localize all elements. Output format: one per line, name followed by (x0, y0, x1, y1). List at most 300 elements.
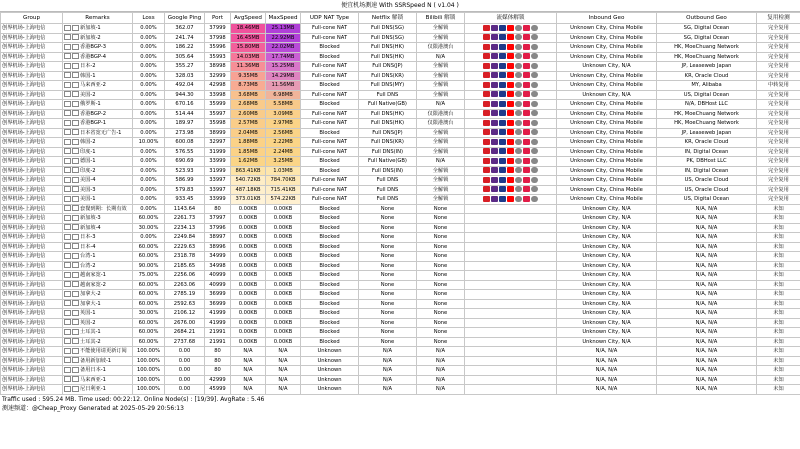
streaming-service-icon (523, 72, 530, 78)
table-cell: Full DNS (359, 176, 417, 186)
table-cell: None (417, 204, 465, 214)
table-cell: SG, Digital Ocean (657, 24, 757, 34)
table-cell: 日本-2 (63, 62, 133, 72)
table-cell: N/A (359, 366, 417, 376)
streaming-service-icon (483, 196, 490, 202)
table-cell: 创界机场-上海电信 (1, 375, 63, 385)
table-cell: US, Oracle Cloud (657, 176, 757, 186)
table-row (1, 195, 800, 205)
table-cell: Full Native(GB) (359, 157, 417, 167)
table-row (1, 309, 800, 319)
flag-icon (72, 300, 79, 306)
flag-icon (72, 348, 79, 354)
table-cell: 1143.64 (165, 204, 205, 214)
table-cell: 备用新加坡-1 (63, 356, 133, 366)
table-row (1, 242, 800, 252)
table-cell: 2318.78 (165, 252, 205, 262)
table-cell: 38997 (205, 233, 231, 243)
streaming-service-icon (531, 53, 538, 59)
table-cell: None (417, 271, 465, 281)
table-row (1, 385, 800, 395)
table-cell: 0.00KB (266, 290, 301, 300)
table-row (1, 337, 800, 347)
streaming-service-icon (499, 82, 506, 88)
flag-icon (64, 120, 71, 126)
table-cell: 完全复用 (757, 71, 800, 81)
table-cell: 创界机场-上海电信 (1, 223, 63, 233)
table-cell: 14.29MB (266, 71, 301, 81)
table-cell (465, 138, 557, 148)
table-cell: N/A, N/A (557, 347, 657, 357)
table-cell: 523.93 (165, 166, 205, 176)
table-cell: 英国-1 (63, 309, 133, 319)
table-cell: 香港BGP-1 (63, 119, 133, 129)
table-cell: 创界机场-上海电信 (1, 176, 63, 186)
table-cell: 0.00KB (231, 309, 266, 319)
streaming-service-icon (507, 186, 514, 192)
table-cell: HK, MoeChuang Network (657, 109, 757, 119)
table-cell: N/A (417, 100, 465, 110)
table-cell: 俄罗斯-1 (63, 100, 133, 110)
table-row (1, 147, 800, 157)
flag-icon (72, 357, 79, 363)
table-cell: 创界机场-上海电信 (1, 71, 63, 81)
table-row (1, 252, 800, 262)
flag-icon (64, 291, 71, 297)
flag-icon (72, 367, 79, 373)
table-cell: 创界机场-上海电信 (1, 356, 63, 366)
table-cell: 0.00% (133, 166, 165, 176)
table-cell: 2256.06 (165, 271, 205, 281)
streaming-service-icon (483, 120, 490, 126)
table-cell: 35993 (205, 52, 231, 62)
table-cell: 9.35MB (231, 71, 266, 81)
table-cell: 2592.63 (165, 299, 205, 309)
table-cell (465, 33, 557, 43)
flag-icon (72, 139, 79, 145)
table-cell: 完全复用 (757, 109, 800, 119)
table-cell: Blocked (301, 214, 359, 224)
table-cell (465, 176, 557, 186)
streaming-service-icon (515, 25, 522, 31)
table-cell: 305.64 (165, 52, 205, 62)
streaming-service-icon (491, 167, 498, 173)
table-cell: 0.00KB (231, 328, 266, 338)
table-cell: 60.00% (133, 290, 165, 300)
table-cell: N/A (266, 347, 301, 357)
streaming-service-icon (523, 196, 530, 202)
table-cell: 8.73MB (231, 81, 266, 91)
table-cell (465, 185, 557, 195)
table-cell: N/A (417, 356, 465, 366)
table-cell: 完全复用 (757, 185, 800, 195)
table-cell: 38999 (205, 128, 231, 138)
table-cell: 2785.19 (165, 290, 205, 300)
header-cell: 复用检测 (757, 13, 800, 24)
streaming-service-icon (523, 186, 530, 192)
table-cell: 创界机场-上海电信 (1, 147, 63, 157)
table-cell: N/A, N/A (657, 233, 757, 243)
table-cell: None (359, 252, 417, 262)
table-cell: 0.00KB (231, 318, 266, 328)
streaming-service-icon (499, 34, 506, 40)
header-cell: MaxSpeed (266, 13, 301, 24)
flag-icon (64, 357, 71, 363)
table-cell: 套餐到期：长期有效 (63, 204, 133, 214)
table-cell: Unknown City, China Mobile (557, 157, 657, 167)
streaming-service-icon (507, 91, 514, 97)
table-cell: 创界机场-上海电信 (1, 138, 63, 148)
table-cell (465, 43, 557, 53)
table-cell: 944.30 (165, 90, 205, 100)
flag-icon (64, 34, 71, 40)
table-cell: 美国-2 (63, 90, 133, 100)
table-cell: 全解锁 (417, 81, 465, 91)
streaming-service-icon (523, 158, 530, 164)
table-row (1, 128, 800, 138)
table-cell: N/A, N/A (657, 271, 757, 281)
flag-icon (64, 139, 71, 145)
table-cell: 全解锁 (417, 138, 465, 148)
table-row (1, 299, 800, 309)
table-cell: 全解锁 (417, 128, 465, 138)
table-cell: 创界机场-上海电信 (1, 233, 63, 243)
table-row (1, 81, 800, 91)
table-cell: 0.00KB (231, 337, 266, 347)
table-cell: N/A (359, 347, 417, 357)
flag-icon (72, 215, 79, 221)
table-cell: Full DNS(HK) (359, 43, 417, 53)
flag-icon (72, 386, 79, 392)
table-cell: Unknown City, China Mobile (557, 195, 657, 205)
table-cell: 未知 (757, 318, 800, 328)
table-cell: 未知 (757, 242, 800, 252)
table-cell (465, 233, 557, 243)
table-cell: 创界机场-上海电信 (1, 52, 63, 62)
table-cell: N/A (359, 375, 417, 385)
table-cell: 创界机场-上海电信 (1, 33, 63, 43)
table-cell: 0.00% (133, 109, 165, 119)
streaming-service-icon (499, 158, 506, 164)
table-cell: 0.00% (133, 100, 165, 110)
table-cell: Blocked (301, 81, 359, 91)
streaming-service-icon (483, 44, 490, 50)
table-cell: 670.16 (165, 100, 205, 110)
table-cell: 36999 (205, 299, 231, 309)
table-cell: N/A (231, 347, 266, 357)
table-cell: 45999 (205, 385, 231, 395)
streaming-service-icon (515, 139, 522, 145)
table-cell: 0.00% (133, 176, 165, 186)
table-cell: Full DNS(KR) (359, 71, 417, 81)
table-cell: None (417, 318, 465, 328)
header-cell: Loss (133, 13, 165, 24)
table-cell: 33997 (205, 176, 231, 186)
table-cell: 创界机场-上海电信 (1, 385, 63, 395)
table-cell: 2676.00 (165, 318, 205, 328)
table-row (1, 71, 800, 81)
header-cell: Port (205, 13, 231, 24)
streaming-service-icon (483, 139, 490, 145)
flag-icon (72, 34, 79, 40)
table-cell: 仅限港澳台 (417, 43, 465, 53)
table-cell: N/A, N/A (657, 318, 757, 328)
flag-icon (72, 72, 79, 78)
streaming-service-icon (499, 63, 506, 69)
table-cell: 38998 (205, 62, 231, 72)
table-cell: 创界机场-上海电信 (1, 166, 63, 176)
flag-icon (64, 129, 71, 135)
table-cell: Full-cone NAT (301, 24, 359, 34)
table-cell: HK, MoeChuang Network (657, 52, 757, 62)
table-cell: Unknown City, China Mobile (557, 176, 657, 186)
table-cell: Full DNS(HK) (359, 119, 417, 129)
streaming-service-icon (523, 110, 530, 116)
table-cell: Unknown City, China Mobile (557, 119, 657, 129)
streaming-service-icon (491, 120, 498, 126)
table-cell: Full DNS (359, 185, 417, 195)
table-cell: JP, Leaseweb Japan (657, 128, 757, 138)
table-cell: None (359, 214, 417, 224)
table-cell: 完全复用 (757, 166, 800, 176)
streaming-service-icon (491, 53, 498, 59)
streaming-service-icon (507, 72, 514, 78)
table-cell: Unknown City, N/A (557, 337, 657, 347)
table-cell: N/A, N/A (657, 242, 757, 252)
table-row (1, 261, 800, 271)
streaming-service-icon (515, 186, 522, 192)
table-cell: 11.56MB (266, 81, 301, 91)
table-cell: 60.00% (133, 252, 165, 262)
streaming-service-icon (491, 139, 498, 145)
table-cell: 60.00% (133, 337, 165, 347)
table-cell: 0.00KB (231, 261, 266, 271)
table-cell: 创界机场-上海电信 (1, 337, 63, 347)
streaming-service-icon (483, 25, 490, 31)
table-cell: 完全复用 (757, 90, 800, 100)
table-cell: Full-cone NAT (301, 147, 359, 157)
table-cell: 0.00% (133, 128, 165, 138)
streaming-service-icon (491, 129, 498, 135)
table-cell: 0.00% (133, 33, 165, 43)
table-cell: 0.00KB (231, 252, 266, 262)
streaming-service-icon (531, 91, 538, 97)
table-cell: 0.00KB (231, 271, 266, 281)
table-cell: None (359, 271, 417, 281)
table-cell: N/A, N/A (657, 328, 757, 338)
streaming-service-icon (515, 110, 522, 116)
table-cell: 美国-3 (63, 185, 133, 195)
table-cell: 越南家宽-1 (63, 271, 133, 281)
table-cell: N/A (231, 385, 266, 395)
table-cell: 0.00KB (266, 214, 301, 224)
streaming-service-icon (491, 72, 498, 78)
table-cell: N/A, N/A (657, 252, 757, 262)
table-cell: 1.03MB (266, 166, 301, 176)
flag-icon (72, 272, 79, 278)
table-cell: 韩国-1 (63, 71, 133, 81)
table-cell: 540.72KB (231, 176, 266, 186)
table-cell: Full DNS(SG) (359, 33, 417, 43)
table-cell: Unknown City, China Mobile (557, 100, 657, 110)
table-cell: N/A, N/A (657, 375, 757, 385)
table-cell: 未知 (757, 337, 800, 347)
table-cell: 42998 (205, 81, 231, 91)
table-cell: Unknown City, China Mobile (557, 109, 657, 119)
table-cell: 30.00% (133, 309, 165, 319)
table-cell: 0.00KB (266, 309, 301, 319)
table-cell: 未知 (757, 233, 800, 243)
table-cell: 15.25MB (266, 62, 301, 72)
table-cell: 全解锁 (417, 166, 465, 176)
table-cell: JP, Leaseweb Japan (657, 62, 757, 72)
table-cell: 933.45 (165, 195, 205, 205)
table-cell: 创界机场-上海电信 (1, 62, 63, 72)
table-cell: N/A, N/A (657, 261, 757, 271)
flag-icon (72, 338, 79, 344)
table-cell: Unknown City, China Mobile (557, 147, 657, 157)
table-row (1, 24, 800, 34)
table-cell (465, 261, 557, 271)
table-cell: 完全复用 (757, 119, 800, 129)
flag-icon (64, 253, 71, 259)
table-cell: 60.00% (133, 214, 165, 224)
table-cell: 32997 (205, 138, 231, 148)
table-cell: 75.00% (133, 271, 165, 281)
flag-icon (72, 110, 79, 116)
table-cell: 台湾-1 (63, 252, 133, 262)
table-cell: 全解锁 (417, 147, 465, 157)
table-cell: 0.00 (165, 366, 205, 376)
streaming-service-icon (483, 158, 490, 164)
table-cell: Unknown (301, 356, 359, 366)
table-cell: N/A (417, 385, 465, 395)
streaming-service-icon (483, 148, 490, 154)
flag-icon (72, 25, 79, 31)
table-cell: N/A, N/A (657, 366, 757, 376)
table-row (1, 157, 800, 167)
table-cell: Full DNS(MY) (359, 81, 417, 91)
table-cell: 0.00% (133, 204, 165, 214)
table-cell (465, 109, 557, 119)
table-cell: 新加坡-4 (63, 223, 133, 233)
flag-icon (64, 338, 71, 344)
table-cell: 韩国-2 (63, 138, 133, 148)
table-cell: 863.41KB (231, 166, 266, 176)
streaming-service-icon (491, 63, 498, 69)
table-cell: N/A (417, 52, 465, 62)
table-cell: 22.92MB (266, 33, 301, 43)
table-row (1, 185, 800, 195)
flag-icon (64, 310, 71, 316)
table-cell: 0.00% (133, 62, 165, 72)
table-cell: None (417, 328, 465, 338)
table-cell: 完全复用 (757, 100, 800, 110)
table-cell: N/A (359, 356, 417, 366)
streaming-service-icon (507, 139, 514, 145)
streaming-service-icon (483, 34, 490, 40)
table-cell: 2185.65 (165, 261, 205, 271)
flag-icon (64, 177, 71, 183)
table-cell: 加拿大-2 (63, 290, 133, 300)
table-cell: N/A (266, 375, 301, 385)
streaming-service-icon (491, 177, 498, 183)
table-cell: 创界机场-上海电信 (1, 309, 63, 319)
table-cell: Full DNS(IN) (359, 147, 417, 157)
streaming-service-icon (531, 129, 538, 135)
table-row (1, 43, 800, 53)
flag-icon (64, 329, 71, 335)
table-cell: N/A, N/A (557, 356, 657, 366)
table-cell: N/A (231, 375, 266, 385)
flag-icon (64, 63, 71, 69)
table-cell: None (359, 223, 417, 233)
table-cell: 0.00 (165, 347, 205, 357)
table-cell: 35997 (205, 109, 231, 119)
table-cell: 创界机场-上海电信 (1, 261, 63, 271)
table-cell: 586.99 (165, 176, 205, 186)
table-cell: 马来西亚-1 (63, 375, 133, 385)
flag-icon (64, 262, 71, 268)
table-cell (465, 147, 557, 157)
flag-icon (64, 82, 71, 88)
table-cell: 创界机场-上海电信 (1, 299, 63, 309)
table-row (1, 223, 800, 233)
streaming-service-icon (515, 34, 522, 40)
streaming-service-icon (491, 158, 498, 164)
streaming-service-icon (531, 139, 538, 145)
table-cell: 33999 (205, 195, 231, 205)
streaming-service-icon (491, 82, 498, 88)
table-cell: 日本省宽无广告-1 (63, 128, 133, 138)
header-cell: Remarks (63, 13, 133, 24)
table-cell: SG, Digital Ocean (657, 33, 757, 43)
table-cell: None (417, 261, 465, 271)
streaming-service-icon (499, 44, 506, 50)
table-cell: Blocked (301, 261, 359, 271)
table-cell: 80 (205, 204, 231, 214)
table-cell (465, 71, 557, 81)
table-cell: None (417, 252, 465, 262)
table-cell: 创界机场-上海电信 (1, 195, 63, 205)
streaming-service-icon (523, 139, 530, 145)
table-cell (465, 204, 557, 214)
table-cell: 690.69 (165, 157, 205, 167)
table-cell: 2737.68 (165, 337, 205, 347)
flag-icon (72, 91, 79, 97)
table-cell: 未知 (757, 252, 800, 262)
table-cell: 未知 (757, 214, 800, 224)
table-cell: N/A (417, 157, 465, 167)
table-cell: 全解锁 (417, 185, 465, 195)
table-cell: 487.18KB (231, 185, 266, 195)
table-row (1, 328, 800, 338)
table-cell: Blocked (301, 280, 359, 290)
streaming-service-icon (491, 110, 498, 116)
header-cell: 流媒体解锁 (465, 13, 557, 24)
table-cell: 21991 (205, 328, 231, 338)
table-cell: Blocked (301, 299, 359, 309)
flag-icon (72, 129, 79, 135)
table-cell: 40999 (205, 271, 231, 281)
table-cell: None (359, 328, 417, 338)
flag-icon (64, 348, 71, 354)
table-cell: 未知 (757, 347, 800, 357)
table-cell: 0.00% (133, 81, 165, 91)
table-cell: 美国-4 (63, 176, 133, 186)
table-cell: 80 (205, 366, 231, 376)
table-row (1, 62, 800, 72)
